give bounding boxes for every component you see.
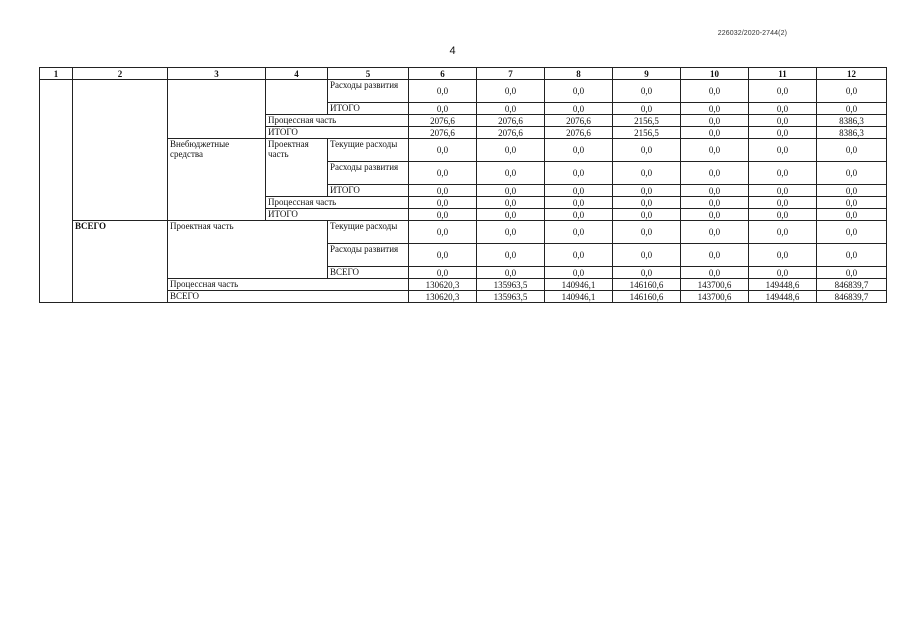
col-header-6: 6 (409, 68, 477, 80)
value-cell: 0,0 (613, 185, 681, 197)
value-cell: 0,0 (477, 221, 545, 244)
row-label: Процессная часть (266, 115, 409, 127)
value-cell: 2076,6 (477, 115, 545, 127)
value-cell: 0,0 (749, 115, 817, 127)
value-cell: 140946,1 (545, 279, 613, 291)
value-cell: 0,0 (817, 244, 887, 267)
value-cell: 0,0 (409, 80, 477, 103)
value-cell: 2156,5 (613, 127, 681, 139)
value-cell: 130620,3 (409, 291, 477, 303)
value-cell: 0,0 (545, 80, 613, 103)
value-cell: 149448,6 (749, 279, 817, 291)
value-cell: 0,0 (817, 80, 887, 103)
value-cell: 0,0 (613, 139, 681, 162)
row-label: ИТОГО (328, 103, 409, 115)
value-cell: 0,0 (477, 162, 545, 185)
row-label: Текущие расходы (328, 139, 409, 162)
cell-col1 (40, 80, 73, 303)
value-cell: 0,0 (749, 185, 817, 197)
value-cell: 0,0 (477, 80, 545, 103)
table-row (40, 291, 887, 303)
cell-col2 (73, 80, 168, 221)
value-cell: 0,0 (681, 127, 749, 139)
value-cell: 0,0 (613, 267, 681, 279)
row-label: Расходы развития (328, 80, 409, 103)
document-number: 226032/2020-2744(2) (717, 30, 787, 37)
value-cell: 0,0 (681, 139, 749, 162)
value-cell: 0,0 (817, 162, 887, 185)
value-cell: 0,0 (409, 221, 477, 244)
value-cell: 0,0 (681, 221, 749, 244)
value-cell: 0,0 (409, 244, 477, 267)
value-cell: 0,0 (817, 103, 887, 115)
col-header-12: 12 (817, 68, 887, 80)
row-label: Расходы развития (328, 162, 409, 185)
value-cell: 0,0 (749, 209, 817, 221)
value-cell: 149448,6 (749, 291, 817, 303)
value-cell: 0,0 (749, 221, 817, 244)
value-cell: 0,0 (477, 197, 545, 209)
value-cell: 2076,6 (409, 115, 477, 127)
table-row (40, 80, 887, 103)
value-cell: 0,0 (545, 185, 613, 197)
value-cell: 0,0 (409, 103, 477, 115)
value-cell: 146160,6 (613, 291, 681, 303)
value-cell: 130620,3 (409, 279, 477, 291)
col-header-3: 3 (168, 68, 266, 80)
row-label: Текущие расходы (328, 221, 409, 244)
value-cell: 135963,5 (477, 291, 545, 303)
value-cell: 0,0 (613, 162, 681, 185)
value-cell: 0,0 (681, 80, 749, 103)
value-cell: 135963,5 (477, 279, 545, 291)
value-cell: 0,0 (613, 209, 681, 221)
value-cell: 0,0 (681, 185, 749, 197)
page-number: 4 (449, 45, 456, 57)
value-cell: 140946,1 (545, 291, 613, 303)
col-header-10: 10 (681, 68, 749, 80)
value-cell: 0,0 (409, 162, 477, 185)
value-cell: 846839,7 (817, 279, 887, 291)
value-cell: 0,0 (749, 103, 817, 115)
value-cell: 0,0 (749, 197, 817, 209)
value-cell: 0,0 (817, 221, 887, 244)
value-cell: 0,0 (681, 267, 749, 279)
col-header-2: 2 (73, 68, 168, 80)
value-cell: 0,0 (545, 139, 613, 162)
value-cell: 2076,6 (545, 115, 613, 127)
col-header-1: 1 (40, 68, 73, 80)
row-label: ИТОГО (266, 127, 409, 139)
value-cell: 0,0 (545, 244, 613, 267)
col-header-9: 9 (613, 68, 681, 80)
budget-table (39, 67, 887, 303)
table-row (40, 279, 887, 291)
value-cell: 0,0 (477, 103, 545, 115)
value-cell: 0,0 (477, 185, 545, 197)
value-cell: 0,0 (409, 267, 477, 279)
value-cell: 0,0 (681, 209, 749, 221)
value-cell: 143700,6 (681, 291, 749, 303)
total-section-label: ВСЕГО (73, 221, 168, 303)
value-cell: 2076,6 (545, 127, 613, 139)
value-cell: 0,0 (545, 267, 613, 279)
value-cell: 8386,3 (817, 115, 887, 127)
value-cell: 2156,5 (613, 115, 681, 127)
value-cell: 0,0 (681, 244, 749, 267)
value-cell: 0,0 (681, 103, 749, 115)
value-cell: 0,0 (681, 115, 749, 127)
value-cell: 0,0 (749, 244, 817, 267)
value-cell: 0,0 (409, 197, 477, 209)
value-cell: 0,0 (749, 80, 817, 103)
col-header-7: 7 (477, 68, 545, 80)
table-row (40, 221, 887, 244)
value-cell: 0,0 (477, 139, 545, 162)
value-cell: 0,0 (477, 267, 545, 279)
row-label: ИТОГО (328, 185, 409, 197)
value-cell: 0,0 (409, 185, 477, 197)
section-label: Внебюджетные средства (168, 139, 266, 221)
value-cell: 0,0 (613, 197, 681, 209)
value-cell: 2076,6 (409, 127, 477, 139)
row-label: ИТОГО (266, 209, 409, 221)
value-cell: 0,0 (545, 103, 613, 115)
value-cell: 0,0 (817, 185, 887, 197)
subsection-label: Проектная часть (266, 139, 328, 197)
value-cell: 0,0 (681, 197, 749, 209)
value-cell: 0,0 (817, 209, 887, 221)
value-cell: 0,0 (749, 162, 817, 185)
row-label: ВСЕГО (328, 267, 409, 279)
col-header-8: 8 (545, 68, 613, 80)
value-cell: 0,0 (545, 162, 613, 185)
value-cell: 0,0 (817, 197, 887, 209)
value-cell: 0,0 (681, 162, 749, 185)
value-cell: 143700,6 (681, 279, 749, 291)
value-cell: 0,0 (749, 267, 817, 279)
table-row (40, 139, 887, 162)
value-cell: 2076,6 (477, 127, 545, 139)
value-cell: 0,0 (477, 209, 545, 221)
row-label: Расходы развития (328, 244, 409, 267)
row-label: Процессная часть (168, 279, 409, 291)
row-label: Процессная часть (266, 197, 409, 209)
value-cell: 0,0 (613, 80, 681, 103)
value-cell: 0,0 (749, 127, 817, 139)
value-cell: 0,0 (613, 103, 681, 115)
value-cell: 0,0 (409, 139, 477, 162)
cell-col3 (168, 80, 266, 139)
col-header-4: 4 (266, 68, 328, 80)
col-header-5: 5 (328, 68, 409, 80)
row-label: ВСЕГО (168, 291, 409, 303)
cell-col4 (266, 80, 328, 115)
value-cell: 8386,3 (817, 127, 887, 139)
value-cell: 0,0 (613, 244, 681, 267)
value-cell: 0,0 (545, 209, 613, 221)
col-header-11: 11 (749, 68, 817, 80)
value-cell: 0,0 (817, 139, 887, 162)
value-cell: 0,0 (613, 221, 681, 244)
value-cell: 0,0 (477, 244, 545, 267)
subsection-label: Проектная часть (168, 221, 328, 279)
value-cell: 0,0 (749, 139, 817, 162)
value-cell: 146160,6 (613, 279, 681, 291)
value-cell: 0,0 (409, 209, 477, 221)
value-cell: 0,0 (545, 221, 613, 244)
value-cell: 0,0 (545, 197, 613, 209)
value-cell: 0,0 (817, 267, 887, 279)
value-cell: 846839,7 (817, 291, 887, 303)
header-row (40, 68, 887, 80)
